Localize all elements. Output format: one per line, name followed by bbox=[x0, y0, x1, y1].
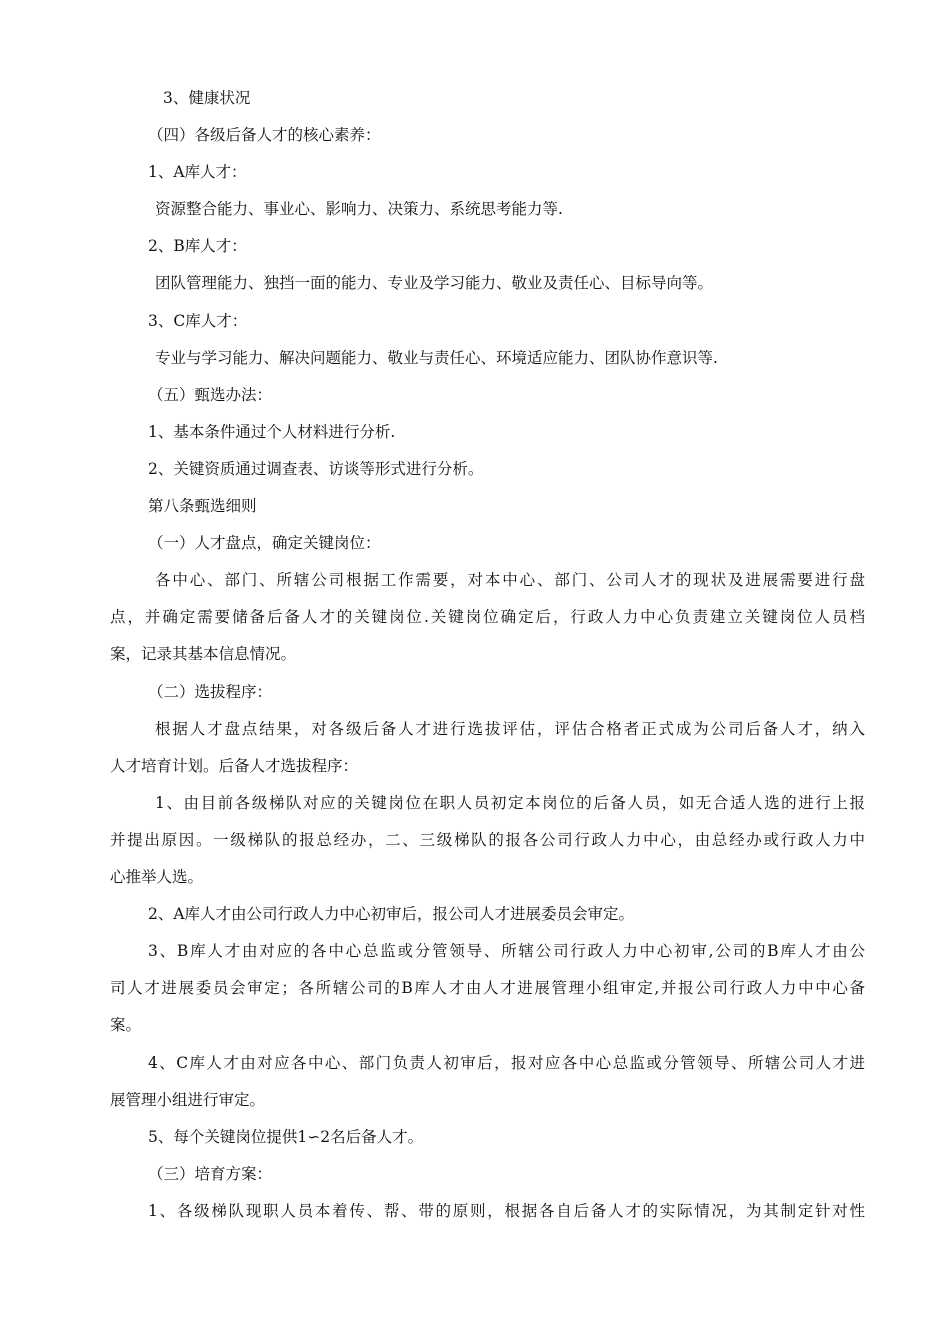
paragraph-line: 司人才进展委员会审定；各所辖公司的B库人才由人才进展管理小组审定,并报公司行政人力中中心备 bbox=[110, 979, 865, 997]
paragraph-line: 展管理小组进行审定。 bbox=[110, 1091, 266, 1109]
text-line: 资源整合能力、事业心、影响力、决策力、系统思考能力等. bbox=[155, 200, 563, 218]
paragraph-line: 1、由目前各级梯队对应的关键岗位在职人员初定本岗位的后备人员，如无合适人选的进行上报 bbox=[155, 794, 865, 812]
text-line: 专业与学习能力、解决问题能力、敬业与责任心、环境适应能力、团队协作意识等. bbox=[155, 349, 718, 367]
section-heading: （三）培育方案： bbox=[148, 1165, 273, 1183]
article-heading: 第八条甄选细则 bbox=[148, 497, 257, 515]
section-heading: （五）甄选办法： bbox=[148, 386, 273, 404]
paragraph-line: 各中心、部门、所辖公司根据工作需要，对本中心、部门、公司人才的现状及进展需要进行盘 bbox=[155, 571, 865, 589]
section-heading: （二）选拔程序： bbox=[148, 683, 273, 701]
paragraph-line: 案。 bbox=[110, 1016, 142, 1034]
text-line: 团队管理能力、独挡一面的能力、专业及学习能力、敬业及责任心、目标导向等。 bbox=[155, 274, 714, 292]
text-line: 2、B库人才： bbox=[148, 237, 247, 255]
paragraph-line: 并提出原因。一级梯队的报总经办，二、三级梯队的报各公司行政人力中心，由总经办或行政人力中 bbox=[110, 831, 865, 849]
text-line: 1、基本条件通过个人材料进行分析. bbox=[148, 423, 396, 441]
section-heading: （一）人才盘点，确定关键岗位： bbox=[148, 534, 381, 552]
paragraph-line: 4、C库人才由对应各中心、部门负责人初审后，报对应各中心总监或分管领导、所辖公司人才进 bbox=[148, 1054, 865, 1072]
paragraph-line: 5、每个关键岗位提供1∽2名后备人才。 bbox=[148, 1128, 424, 1146]
paragraph-line: 案，记录其基本信息情况。 bbox=[110, 645, 297, 663]
paragraph-line: 人才培育计划。后备人才选拔程序： bbox=[110, 757, 359, 775]
paragraph-line: 心推举人选。 bbox=[110, 868, 204, 886]
paragraph-line: 1、各级梯队现职人员本着传、帮、带的原则，根据各自后备人才的实际情况，为其制定针对性 bbox=[148, 1202, 865, 1220]
paragraph-line: 2、A库人才由公司行政人力中心初审后，报公司人才进展委员会审定。 bbox=[148, 905, 635, 923]
paragraph-line: 3、B库人才由对应的各中心总监或分管领导、所辖公司行政人力中心初审,公司的B库人才由公 bbox=[148, 942, 865, 960]
text-line: 2、关键资质通过调查表、访谈等形式进行分析。 bbox=[148, 460, 484, 478]
text-line: 1、A库人才： bbox=[148, 163, 247, 181]
paragraph-line: 点，并确定需要储备后备人才的关键岗位.关键岗位确定后，行政人力中心负责建立关键岗位人员档 bbox=[110, 608, 865, 626]
text-line: 3、C库人才： bbox=[148, 312, 248, 330]
section-heading: （四）各级后备人才的核心素养： bbox=[148, 126, 381, 144]
paragraph-line: 根据人才盘点结果，对各级后备人才进行选拔评估，评估合格者正式成为公司后备人才，纳入 bbox=[155, 720, 865, 738]
text-line: 3、健康状况 bbox=[163, 89, 251, 107]
